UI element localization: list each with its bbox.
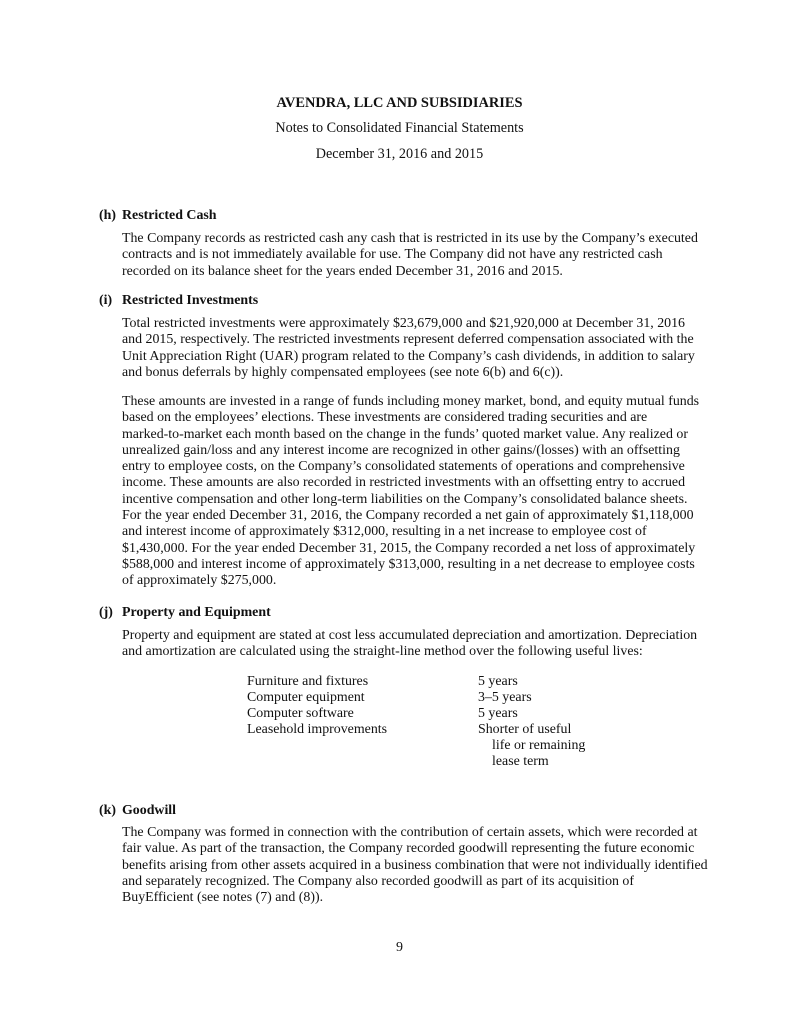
useful-life-item: Leasehold improvements — [247, 722, 388, 737]
paragraph-line: These amounts are invested in a range of funds including money market, bond, and equity mutual funds — [122, 394, 700, 409]
paragraph-line: benefits arising from other assets acquired in a business combination that were not individually identified — [122, 857, 708, 873]
useful-life-value — [478, 690, 532, 706]
section-k-label: (k) — [99, 803, 116, 818]
section-i-title: Restricted Investments — [122, 293, 259, 308]
paragraph-line: and interest income of approximately $312,000, resulting in a net increase to employee cost of — [122, 524, 647, 540]
paragraph-line: entry to employee costs, on the Company’s consolidated statements of operations and comprehensive — [122, 459, 685, 475]
section-k-heading — [99, 802, 176, 819]
paragraph-line: of approximately $275,000. — [122, 573, 277, 589]
company-name: AVENDRA, LLC AND SUBSIDIARIES — [276, 95, 523, 111]
useful-life-value-line: 3–5 years — [478, 690, 532, 705]
paragraph-line: based on the employees’ elections. These investments are considered trading securities and are — [122, 410, 648, 426]
useful-life-value-line: life or remaining — [492, 738, 586, 754]
restricted-investments-paragraph-1 — [122, 316, 737, 381]
section-i-label: (i) — [99, 293, 113, 308]
paragraph-line: BuyEfficient (see notes (7) and (8)). — [122, 890, 324, 906]
paragraph-line: Property and equipment are stated at cost less accumulated depreciation and amortization. Depreciation — [122, 628, 698, 643]
paragraph-line: and amortization are calculated using the straight-line method over the following useful lives: — [122, 644, 643, 660]
useful-life-value — [478, 706, 518, 722]
useful-life-item: Computer software — [247, 706, 354, 721]
paragraph-line: and separately recognized. The Company also recorded goodwill as part of its acquisition of — [122, 873, 634, 889]
paragraph-line: income. These amounts are also recorded in restricted investments with an offsetting entry to accrued — [122, 475, 686, 491]
useful-life-item: Computer equipment — [247, 690, 365, 705]
paragraph-line: contracts and is not immediately available for use. The Company did not have any restricted cash — [122, 247, 663, 263]
section-h-title: Restricted Cash — [122, 208, 217, 223]
section-j-title: Property and Equipment — [122, 605, 271, 620]
useful-life-value-line: Shorter of useful — [478, 722, 572, 737]
paragraph-line: $588,000 and interest income of approximately $313,000, resulting in a net decrease to employee costs — [122, 556, 695, 572]
paragraph-line: $1,430,000. For the year ended December 31, 2015, the Company recorded a net loss of approximately — [122, 540, 696, 556]
restricted-cash-paragraph — [122, 231, 737, 280]
paragraph-line: fair value. As part of the transaction, the Company recorded goodwill representing the future economic — [122, 841, 695, 857]
paragraph-line: marked-to-market each month based on the change in the funds’ quoted market value. Any realized or — [122, 426, 688, 442]
paragraph-line: incentive compensation and other long-term liabilities on the Company’s consolidated balance sheets. — [122, 491, 688, 507]
section-j-heading — [99, 604, 271, 621]
useful-life-value-line: lease term — [492, 754, 549, 770]
section-i-heading — [99, 292, 258, 309]
paragraph-line: For the year ended December 31, 2016, the Company recorded a net gain of approximately $1,118,000 — [122, 508, 694, 524]
useful-life-value-line: 5 years — [478, 674, 518, 689]
useful-life-value-line: 5 years — [478, 706, 518, 721]
paragraph-line: and bonus deferrals by highly compensated employees (see note 6(b) and 6(c)). — [122, 364, 564, 380]
useful-life-value — [478, 674, 518, 690]
paragraph-line: Total restricted investments were approximately $23,679,000 and $21,920,000 at December 31, 2016 — [122, 316, 685, 331]
section-k-title: Goodwill — [122, 803, 177, 818]
notes-title: Notes to Consolidated Financial Statements — [275, 120, 524, 136]
paragraph-line: The Company records as restricted cash any cash that is restricted in its use by the Company’s executed — [122, 231, 698, 246]
property-equipment-paragraph — [122, 628, 737, 661]
paragraph-line: Unit Appreciation Right (UAR) program related to the Company’s cash dividends, in addition to salary — [122, 348, 695, 364]
page-number: 9 — [396, 940, 403, 955]
paragraph-line: unrealized gain/loss and any interest income are recognized in other gains/(losses) with an offsetting — [122, 442, 680, 458]
section-h-label: (h) — [99, 208, 116, 223]
goodwill-paragraph — [122, 825, 737, 906]
section-h-heading — [99, 207, 217, 224]
restricted-investments-paragraph-2 — [122, 394, 737, 590]
paragraph-line: recorded on its balance sheet for the years ended December 31, 2016 and 2015. — [122, 263, 563, 279]
paragraph-line: The Company was formed in connection with the contribution of certain assets, which were recorded at — [122, 825, 698, 840]
useful-life-value — [478, 722, 585, 771]
useful-life-item: Furniture and fixtures — [247, 674, 369, 689]
paragraph-line: and 2015, respectively. The restricted investments represent deferred compensation associated with the — [122, 332, 694, 348]
section-j-label: (j) — [99, 605, 113, 620]
period-date: December 31, 2016 and 2015 — [315, 146, 484, 162]
